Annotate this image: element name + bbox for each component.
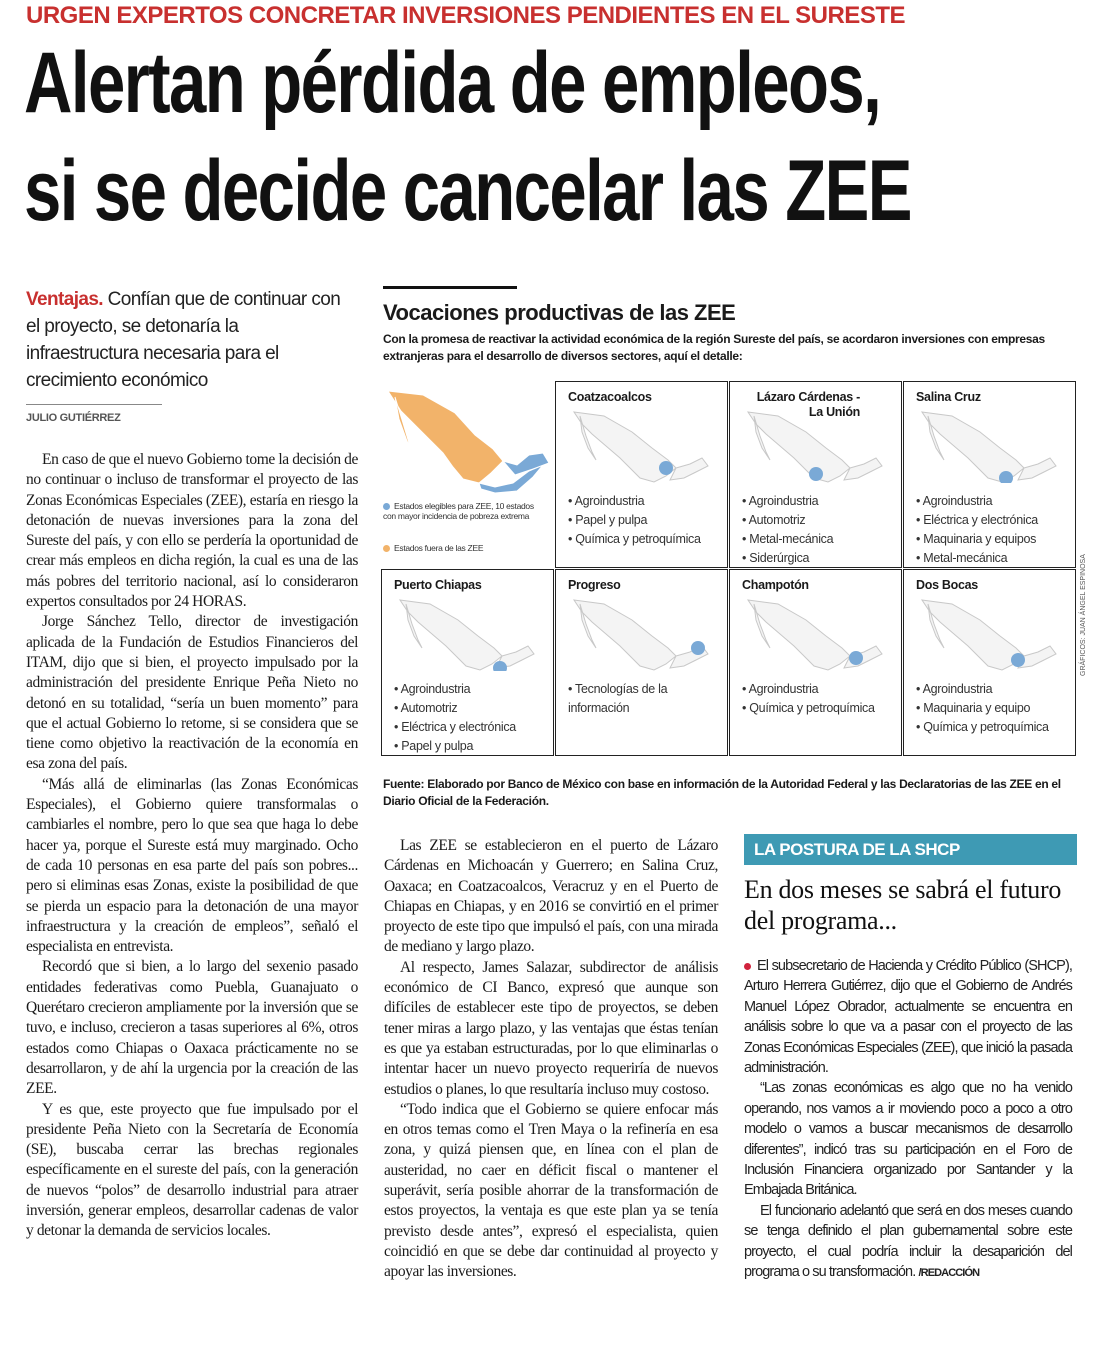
zone-sector-item: • Química y petroquímica	[568, 530, 701, 549]
author-divider	[26, 404, 162, 405]
deck-text: Confían que de continuar con el proyecto, se detonaría la infraestructura necesaria para el crecimiento económico	[26, 289, 341, 391]
zone-map-icon	[918, 408, 1058, 483]
zone-sector-list	[916, 680, 1049, 737]
zone-cell	[555, 569, 728, 756]
legend-eligible-label: Estados elegibles para ZEE, 10 estados con mayor incidencia de pobreza extrema	[383, 501, 534, 521]
zone-sector-item: • Eléctrica y electrónica	[916, 511, 1038, 530]
zone-sector-list	[394, 680, 516, 756]
zone-sector-item: • Maquinaria y equipo	[916, 699, 1049, 718]
zone-name: Champotón	[742, 578, 809, 592]
zone-name: Salina Cruz	[916, 390, 981, 404]
graphic-credit: GRÁFICOS: JUAN ÁNGEL ESPINOSA	[1080, 554, 1087, 676]
zone-map-icon	[396, 596, 536, 671]
legend-eligible-swatch	[383, 503, 390, 510]
zone-sector-item: • Agroindustria	[742, 492, 833, 511]
body-paragraph: Las ZEE se establecieron en el puerto de Lázaro Cárdenas en Michoacán y Guerrero; en Salina Cruz, Oaxaca; en Coatzacoalcos, Veracruz y en el Puerto de Chiapas en Chiapas, y en 2016 se convirtió en el primer proyecto de este tipo que impulsó el país, con una mirada de mediano y largo plazo.	[384, 837, 718, 956]
sidebar-paragraph: El funcionario adelantó que será en dos meses cuando se tenga definido el plan gubernamental sobre este proyecto, el cual podría incluir la desaparición del programa o su transformación. /REDACCIÓN	[744, 1202, 1072, 1281]
zone-sector-item: • Agroindustria	[916, 680, 1049, 699]
bullet-dot-icon	[744, 963, 751, 970]
zone-name: Progreso	[568, 578, 621, 592]
zone-sector-item: • Química y petroquímica	[916, 718, 1049, 737]
zone-sector-item: • Agroindustria	[394, 680, 516, 699]
body-paragraph: En caso de que el nuevo Gobierno tome la decisión de no continuar o incluso de transformar el proyecto de las Zonas Económicas Especiales (ZEE), estaría en riesgo la detonación de nuevas inversiones para la zona del Sureste del país, y con ello se perdería la oportunidad de crear más empleos en dicha región, la cual es una de las más pobres del territorio nacional, así lo consideraron expertos consultados por 24 HORAS.	[26, 451, 358, 611]
zone-sector-item: • Siderúrgica	[742, 549, 833, 568]
zone-sector-item: • Agroindustria	[742, 680, 875, 699]
graphic-title: Vocaciones productivas de las ZEE	[383, 300, 736, 325]
zone-name: Coatzacoalcos	[568, 390, 652, 404]
zone-sector-item: • Automotriz	[394, 699, 516, 718]
body-paragraph: Y es que, este proyecto que fue impulsado por el presidente Peña Nieto con la Secretaría de Economía (SE), buscaba cerrar las brechas regionales específicamente en el sureste del país, con la generación de nuevos “polos” de desarrollo industrial para atraer inversión, generar empleos, desarrollar cadenas de valor y detonar la demanda de servicios locales.	[26, 1100, 358, 1240]
mexico-map-icon	[383, 383, 553, 493]
sidebar-body	[744, 956, 1072, 1284]
zone-cell	[555, 381, 728, 568]
zone-cell	[381, 569, 554, 756]
sidebar-paragraph: “Las zonas económicas es algo que no ha venido operando, nos vamos a ir moviendo poco a poco a otro modelo o vamos a buscar mecanismos de desarrollo diferentes”, indicó tras su participación en el Foro de Inclusión Financiera organizado por Santander y la Embajada Británica.	[744, 1080, 1072, 1199]
zone-sector-item: • Agroindustria	[568, 492, 701, 511]
zone-sector-list	[742, 492, 833, 568]
zones-grid	[381, 381, 1077, 757]
zone-cell	[903, 381, 1076, 568]
body-paragraph: “Más allá de eliminarlas (las Zonas Económicas Especiales), el Gobierno quiere transformalas o cambiarles el nombre, pero lo que sea que haga lo debe hacer ya, porque el Sureste está muy marginado. Ocho de cada 10 personas en esa parte del país son pobres... pero si eliminas esas Zonas, existe la posibilidad de que se pierda un espacio para la detonación de una mayor infraestructura y la creación de empleos”, señaló el especialista en entrevista.	[26, 775, 358, 956]
legend-outside-swatch	[383, 545, 390, 552]
legend-eligible	[383, 501, 548, 521]
headline-line-1: Alertan pérdida de empleos,	[24, 35, 881, 131]
zone-cell	[729, 381, 902, 568]
zone-sector-item: • Química y petroquímica	[742, 699, 875, 718]
zone-sector-item: • Eléctrica y electrónica	[394, 718, 516, 737]
zone-map-icon	[744, 596, 884, 671]
zone-cell	[903, 569, 1076, 756]
zone-sector-item: • Metal-mecánica	[916, 549, 1038, 568]
graphic-intro: Con la promesa de reactivar la actividad económica de la región Sureste del país, se acordaron inversiones con empresas extranjeras para el desarrollo de diversos sectores, aquí el detalle:	[383, 332, 1045, 363]
deck	[26, 286, 346, 394]
legend-panel	[381, 381, 554, 568]
zone-sector-item: • Papel y pulpa	[568, 511, 701, 530]
zone-map-icon	[744, 408, 884, 483]
sidebar-label: LA POSTURA DE LA SHCP	[754, 840, 960, 859]
zone-name: Puerto Chiapas	[394, 578, 482, 592]
zone-sector-list	[568, 492, 701, 549]
kicker: URGEN EXPERTOS CONCRETAR INVERSIONES PENDIENTES EN EL SURESTE	[26, 2, 905, 29]
zone-name: Lázaro Cárdenas - La Unión	[756, 390, 860, 419]
deck-lead: Ventajas.	[26, 289, 103, 310]
zone-sector-item: • Papel y pulpa	[394, 737, 516, 756]
graphic-top-rule	[383, 286, 517, 289]
body-paragraph: Recordó que si bien, a lo largo del sexenio pasado entidades federativas como Puebla, Guanajuato o Querétaro crecieron ampliamente por la inversión que se tuvo, e incluso, crecieron a tasas superiores al 6%, otros estados como Chiapas o Oaxaca prácticamente no se desarrollaron, y de ahí la urgencia por la creación de las ZEE.	[26, 958, 358, 1098]
zone-sector-list	[742, 680, 875, 718]
zone-map-icon	[570, 408, 710, 483]
body-paragraph: Al respecto, James Salazar, subdirector de análisis económico de CI Banco, expresó que aunque son difíciles de establecer este tipo de proyectos, se deben tener miras a largo plazo, y las ventajas que éstas tenían es que ya estaban estructuradas, por lo que eliminarlas o intentar hacer un nuevo proyecto requeriría de nuevos estudios o planes, lo que resultaría incluso muy costoso.	[384, 958, 718, 1098]
zone-sector-list	[568, 680, 727, 718]
headline-line-2: si se decide cancelar las ZEE	[24, 143, 911, 239]
signature: /REDACCIÓN	[918, 1267, 980, 1280]
sidebar-title: En dos meses se sabrá el futuro del programa...	[744, 875, 1062, 935]
zone-sector-item: • Tecnologías de la información	[568, 680, 727, 718]
sidebar-paragraph: El subsecretario de Hacienda y Crédito Público (SHCP), Arturo Herrera Gutiérrez, dijo que el Gobierno de Andrés Manuel López Obrador, actualmente se encuentra en análisis sobre lo que va a pasar con el proyecto de las Zonas Económicas Especiales (ZEE), que inició la pasada administración.	[744, 958, 1072, 1077]
zone-sector-item: • Automotriz	[742, 511, 833, 530]
zone-sector-item: • Maquinaria y equipos	[916, 530, 1038, 549]
zone-map-icon	[570, 596, 710, 671]
legend-outside	[383, 543, 548, 553]
author-byline: JULIO GUTIÉRREZ	[26, 412, 121, 424]
body-column-1	[26, 450, 358, 1242]
zone-map-icon	[918, 596, 1058, 671]
body-paragraph: “Todo indica que el Gobierno se quiere enfocar más en otros temas como el Tren Maya o la refinería en esa zona, y quizá piensen que, en línea con el plan de austeridad, no caer en déficit fiscal o mantener el superávit, sería posible ahorrar de la transformación de estos proyectos, la ventaja es que este plan ya se tenía previsto desde antes”, expresó el especialista, quien coincidió en que se debe dar continuidad al proyecto y apoyar las inversiones.	[384, 1100, 718, 1281]
body-column-2	[384, 836, 718, 1283]
zone-sector-list	[916, 492, 1038, 568]
zone-cell	[729, 569, 902, 756]
zone-name: Dos Bocas	[916, 578, 978, 592]
zone-sector-item: • Agroindustria	[916, 492, 1038, 511]
zone-sector-item: • Metal-mecánica	[742, 530, 833, 549]
legend-outside-label: Estados fuera de las ZEE	[394, 543, 484, 553]
graphic-source: Fuente: Elaborado por Banco de México con base en información de la Autoridad Federal y las Declaratorias de las ZEE en el Diario Oficial de la Federación.	[383, 777, 1061, 808]
body-paragraph: Jorge Sánchez Tello, director de investigación aplicada de la Fundación de Estudios Financieros del ITAM, dijo que si bien, el proyecto impulsado por la administración del presidente Enrique Peña Nieto no detonó en su totalidad, “sería un buen momento” para que el actual Gobierno lo retome, si se considera que se tiene como objetivo la reactivación de la economía en esa zona del país.	[26, 613, 358, 773]
